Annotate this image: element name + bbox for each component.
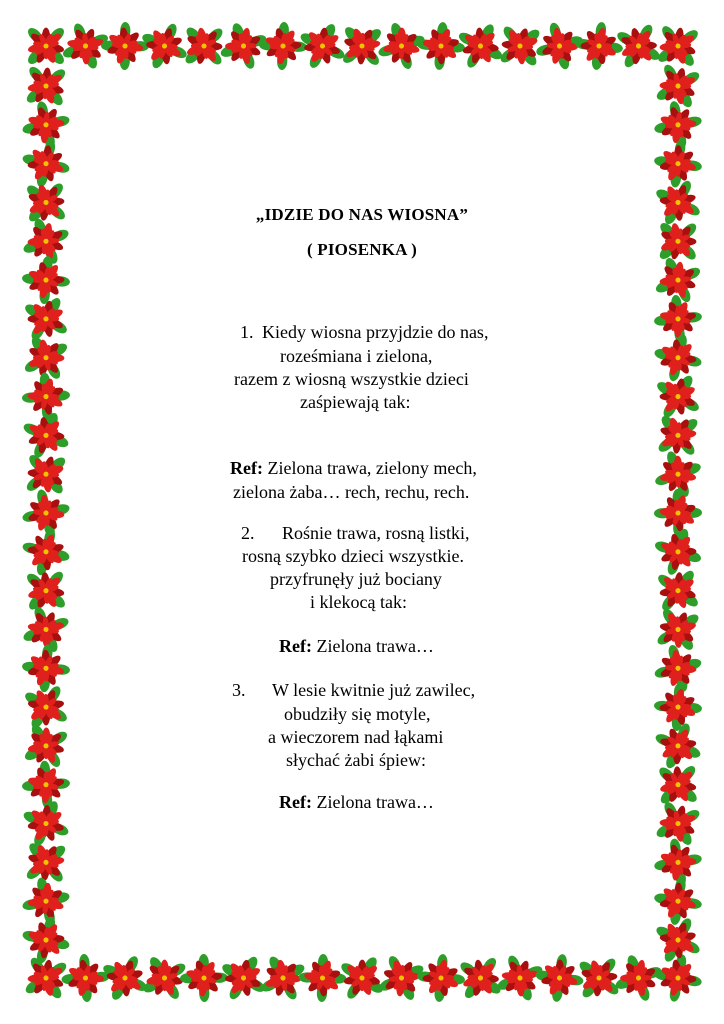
- song-subtitle: ( PIOSENKA ): [306, 240, 418, 259]
- refrain-text: Zielona trawa…: [316, 792, 434, 812]
- poinsettia-icon: [412, 949, 470, 1007]
- verse3-line: a wieczorem nad łąkami: [268, 727, 444, 747]
- poinsettia-icon: [649, 678, 707, 736]
- verse3-line: słychać żabi śpiew:: [286, 750, 426, 770]
- refrain-text: Zielona trawa, zielony mech,: [267, 458, 477, 478]
- poinsettia-icon: [412, 17, 470, 75]
- poinsettia-icon: [531, 949, 589, 1007]
- poinsettia-icon: [576, 955, 621, 1000]
- poinsettia-icon: [653, 61, 703, 111]
- poinsettia-icon: [497, 23, 542, 68]
- poinsettia-icon: [655, 567, 702, 614]
- poinsettia-icon: [17, 756, 75, 814]
- refrain-line: zielona żaba… rech, rechu, rech.: [233, 482, 470, 502]
- refrain-label: Ref:: [279, 792, 312, 812]
- poinsettia-icon: [175, 949, 233, 1007]
- poinsettia-icon: [649, 484, 707, 542]
- poinsettia-icon: [24, 840, 69, 885]
- verse1-line: Kiedy wiosna przyjdzie do nas,: [262, 322, 489, 342]
- song-title: „IDZIE DO NAS WIOSNA”: [255, 205, 469, 224]
- poinsettia-icon: [655, 23, 702, 70]
- verse1-line: razem z wiosną wszystkie dzieci: [234, 369, 469, 389]
- refrain-text: Zielona trawa…: [316, 636, 434, 656]
- poinsettia-icon: [655, 413, 700, 458]
- refrain-label: Ref:: [279, 636, 312, 656]
- verse2-number: 2.: [241, 523, 255, 543]
- poinsettia-icon: [183, 25, 226, 68]
- poinsettia-icon: [570, 17, 628, 75]
- verse3-number: 3.: [232, 680, 246, 700]
- poinsettia-icon: [218, 953, 268, 1003]
- verse1-number: 1.: [240, 322, 254, 342]
- poinsettia-icon: [293, 949, 351, 1007]
- poinsettia-icon: [653, 372, 702, 421]
- poinsettia-icon: [17, 367, 75, 425]
- poinsettia-icon: [17, 639, 75, 697]
- poinsettia-icon: [656, 763, 699, 806]
- poinsettia-icon: [96, 17, 154, 75]
- poinsettia-icon: [254, 17, 312, 75]
- verse3-line: W lesie kwitnie już zawilec,: [272, 680, 476, 700]
- verse2-line: rosną szybko dzieci wszystkie.: [242, 546, 464, 566]
- refrain-line: [279, 636, 434, 657]
- refrain-line: [230, 458, 477, 479]
- poinsettia-icon: [654, 605, 702, 653]
- verse1-line: zaśpiewają tak:: [300, 392, 411, 412]
- verse1-line: roześmiana i zielona,: [280, 346, 433, 366]
- refrain-line: [279, 792, 434, 813]
- poinsettia-icon: [24, 569, 68, 613]
- poinsettia-icon: [649, 949, 706, 1006]
- verse2-line: przyfrunęły już bociany: [270, 569, 442, 589]
- poinsettia-icon: [649, 135, 707, 193]
- poinsettia-icon: [25, 25, 66, 66]
- poinsettia-icon: [650, 329, 707, 386]
- poinsettia-icon: [56, 949, 114, 1007]
- poinsettia-icon: [24, 452, 69, 497]
- refrain-label: Ref:: [230, 458, 263, 478]
- poinsettia-icon: [649, 872, 707, 930]
- verse2-line: Rośnie trawa, rosną listki,: [282, 523, 470, 543]
- poinsettia-icon: [340, 24, 384, 68]
- verse3-line: obudziły się motyle,: [284, 704, 431, 724]
- verse2-line: i klekocą tak:: [310, 592, 407, 612]
- poinsettia-icon: [24, 64, 69, 109]
